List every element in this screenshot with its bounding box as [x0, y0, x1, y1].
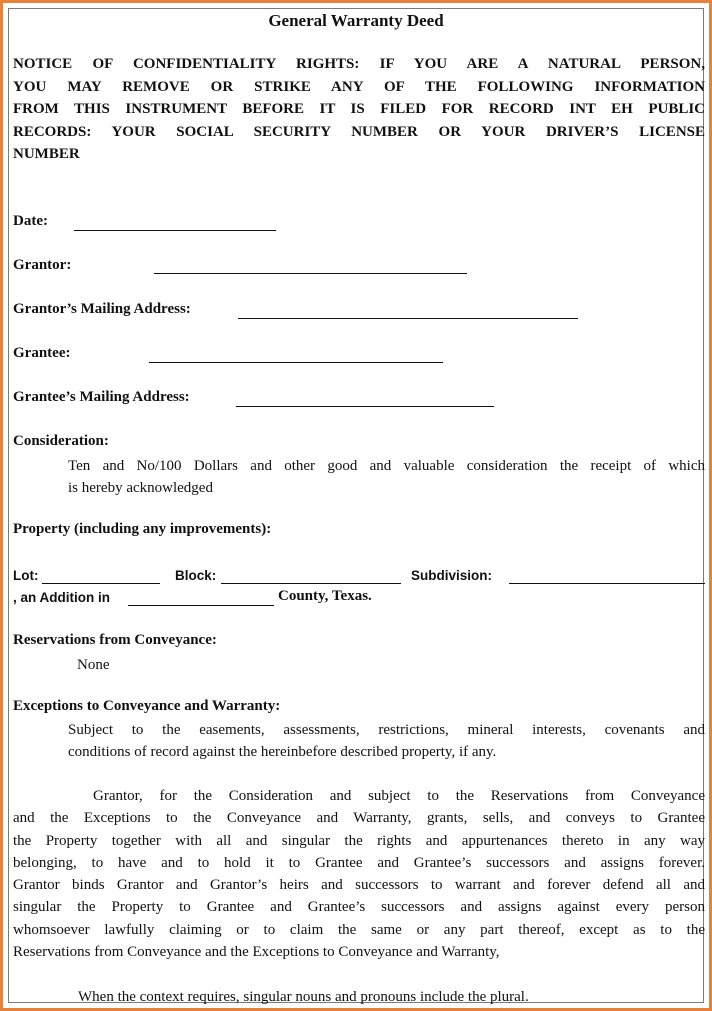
grant-line: Grantor binds Grantor and Grantor’s heirs and successors to warrant and forever defend all and: [13, 877, 705, 894]
grant-line: Grantor, for the Consideration and subject to the Reservations from Conveyance: [93, 788, 705, 804]
grantee-field[interactable]: [149, 362, 443, 363]
notice-line: FROM THIS INSTRUMENT BEFORE IT IS FILED FOR RECORD INT EH PUBLIC: [13, 101, 705, 117]
county-text: County, Texas.: [278, 588, 372, 604]
consideration-heading: Consideration:: [13, 433, 109, 449]
grant-paragraph: [13, 785, 705, 963]
exceptions-text: [68, 719, 705, 763]
grantor-address-field[interactable]: [238, 318, 578, 319]
block-label: Block:: [175, 568, 217, 583]
reservations-heading: Reservations from Conveyance:: [13, 632, 217, 648]
exceptions-line: conditions of record against the hereinbefore described property, if any.: [68, 744, 497, 760]
grant-line: whomsoever lawfully claiming or to claim the same or any part thereof, except as to the: [13, 921, 705, 938]
consideration-text: [68, 455, 705, 499]
lot-label: Lot:: [13, 568, 39, 583]
property-heading: Property (including any improvements):: [13, 521, 272, 537]
subdivision-label: Subdivision:: [411, 568, 492, 583]
grantor-label: Grantor:: [13, 257, 72, 273]
document-title: General Warranty Deed: [268, 11, 444, 30]
exceptions-line: Subject to the easements, assessments, restrictions, mineral interests, covenants and: [68, 722, 705, 738]
notice-line: YOU MAY REMOVE OR STRIKE ANY OF THE FOLLOWING INFORMATION: [13, 78, 705, 95]
reservations-value: None: [77, 657, 110, 673]
notice-line: NOTICE OF CONFIDENTIALITY RIGHTS: IF YOU ARE A NATURAL PERSON,: [13, 56, 705, 72]
exceptions-heading: Exceptions to Conveyance and Warranty:: [13, 698, 281, 714]
addition-label: , an Addition in: [13, 590, 110, 605]
grantee-address-field[interactable]: [236, 406, 494, 407]
grant-line: and the Exceptions to the Conveyance and Warranty, grants, sells, and conveys to Grantee: [13, 810, 705, 827]
date-field[interactable]: [74, 230, 276, 231]
context-sentence: When the context requires, singular nouns and pronouns include the plural.: [78, 989, 529, 1005]
grant-line: the Property together with all and singular the rights and appurtenances thereto in any way: [13, 832, 705, 849]
grantee-address-label: Grantee’s Mailing Address:: [13, 389, 190, 405]
grant-line: belonging, to have and to hold it to Grantee and Grantee’s successors and assigns forever.: [13, 854, 705, 871]
date-label: Date:: [13, 213, 48, 229]
grantor-field[interactable]: [154, 273, 467, 274]
grant-line: Reservations from Conveyance and the Exceptions to Conveyance and Warranty,: [13, 944, 500, 961]
lot-field[interactable]: [42, 583, 160, 584]
notice-line: RECORDS: YOUR SOCIAL SECURITY NUMBER OR YOUR DRIVER’S LICENSE: [13, 123, 705, 140]
grant-line: singular the Property to Grantee and Grantee’s successors and assigns against every person: [13, 899, 705, 916]
consideration-line: is hereby acknowledged: [68, 480, 213, 496]
notice-line: NUMBER: [13, 146, 80, 162]
subdivision-field[interactable]: [509, 583, 705, 584]
block-field[interactable]: [221, 583, 401, 584]
consideration-line: Ten and No/100 Dollars and other good and valuable consideration the receipt of which: [68, 458, 705, 474]
confidentiality-notice: [13, 53, 705, 166]
grantor-address-label: Grantor’s Mailing Address:: [13, 301, 191, 317]
county-field[interactable]: [128, 605, 274, 606]
grantee-label: Grantee:: [13, 345, 71, 361]
